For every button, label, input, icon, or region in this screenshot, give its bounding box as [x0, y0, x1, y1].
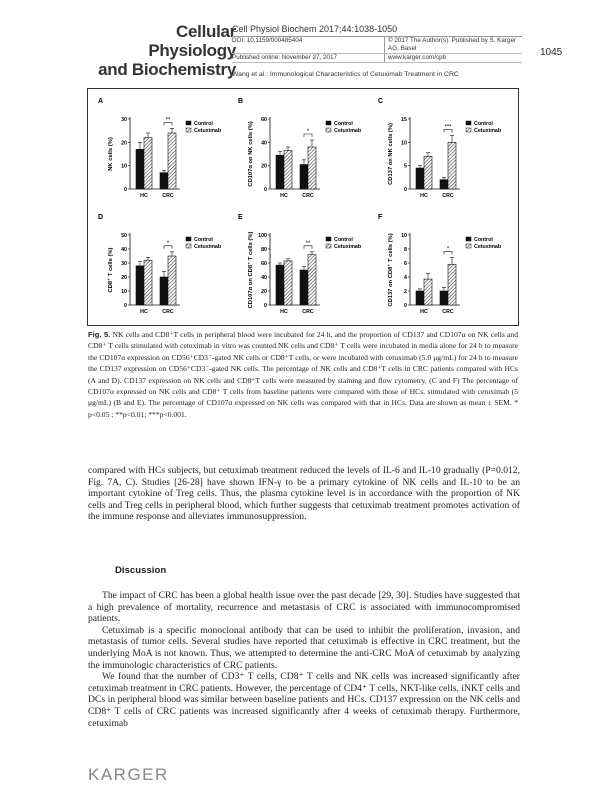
- x-tick-label: CRC: [302, 193, 314, 199]
- panel-label: D: [98, 214, 104, 221]
- y-tick-label: 0: [264, 303, 267, 309]
- x-tick-label: CRC: [302, 309, 314, 315]
- y-tick-label: 20: [261, 163, 267, 170]
- y-tick-label: 15: [401, 117, 407, 123]
- copyright: © 2017 The Author(s). Published by S. Karger AG, Basel: [384, 37, 522, 53]
- bar: [440, 291, 448, 305]
- doi: DOI: 10.1159/000485404: [232, 37, 303, 44]
- bar: [168, 133, 176, 189]
- running-title: Wang et al.: Immunological Characteristics of Cetuximab Treatment in CRC: [232, 71, 459, 78]
- y-tick-label: 100: [258, 233, 267, 239]
- paragraph-discussion-3: We found that the number of CD3⁺ T cells, CD8⁺ T cells and NK cells was increased significantly after cetuximab treatment in CRC patients. However, the percentage of CD4⁺ T cells, NKT-like cells, iNKT cells and DCs in peripheral blood was similar between baseline patients and HCs. CD137 expression on the NK cells and CD8⁺ T cells of CRC patients was increased significantly after 4 weeks of cetuximab therapy. Furthermore, cetuximab: [88, 671, 520, 729]
- bar: [416, 291, 424, 305]
- legend-label-cetuximab: Cetuximab: [474, 128, 502, 134]
- significance-label: **: [305, 240, 311, 247]
- bar: [440, 180, 448, 189]
- panel-D: [98, 214, 222, 315]
- panel-C: [378, 98, 502, 199]
- legend-label-control: Control: [474, 121, 493, 127]
- y-tick-label: 4: [404, 275, 407, 281]
- legend-label-control: Control: [194, 237, 213, 243]
- significance-label: *: [166, 240, 170, 247]
- legend-label-control: Control: [334, 237, 353, 243]
- bar: [276, 155, 284, 189]
- y-tick-label: 20: [261, 289, 267, 295]
- significance-label: *: [446, 246, 450, 253]
- significance-label: *: [306, 129, 310, 135]
- legend-swatch-control: [186, 121, 191, 125]
- y-tick-label: 20: [121, 140, 127, 147]
- legend-swatch-control: [186, 237, 191, 241]
- bar: [424, 279, 432, 305]
- panel-A: [98, 98, 222, 199]
- bar: [308, 147, 316, 189]
- bar: [160, 173, 168, 189]
- bar: [284, 151, 292, 190]
- legend-label-cetuximab: Cetuximab: [334, 128, 362, 134]
- legend-swatch-cetuximab: [186, 128, 191, 132]
- y-axis-label: CD137 on NK cells (%): [388, 123, 394, 185]
- legend-label-control: Control: [334, 121, 353, 127]
- panel-label: B: [238, 98, 244, 105]
- discussion-body: [88, 590, 520, 729]
- legend-swatch-control: [466, 121, 471, 125]
- legend-swatch-cetuximab: [466, 244, 471, 248]
- panel-label: F: [378, 214, 383, 221]
- bar: [416, 168, 424, 189]
- bar: [144, 260, 152, 305]
- body-paragraph-1: [88, 465, 520, 523]
- y-axis-label: NK cells (%): [108, 137, 114, 171]
- citation: Cell Physiol Biochem 2017;44:1038-1050: [232, 24, 522, 37]
- y-tick-label: 0: [264, 187, 267, 193]
- journal-url: www.karger.com/cpb: [384, 54, 522, 62]
- bar: [160, 277, 168, 305]
- y-tick-label: 10: [401, 233, 407, 239]
- panel-F: [378, 214, 502, 315]
- y-tick-label: 0: [124, 303, 127, 309]
- y-tick-label: 40: [121, 247, 127, 253]
- y-axis-label: CD107α on NK cells (%): [248, 121, 254, 187]
- x-tick-label: HC: [280, 193, 288, 199]
- bar: [144, 138, 152, 189]
- y-axis-label: CD8⁺ T cells (%): [108, 247, 114, 293]
- publisher-logo: KARGER: [88, 765, 169, 784]
- x-tick-label: HC: [280, 309, 288, 315]
- y-tick-label: 60: [261, 261, 267, 267]
- bar: [168, 256, 176, 305]
- section-title-discussion: Discussion: [115, 565, 167, 576]
- panel-E: [238, 214, 362, 315]
- significance-label: ***: [444, 124, 452, 131]
- published-date: Published online: November 27, 2017: [232, 54, 338, 61]
- y-tick-label: 30: [121, 117, 127, 123]
- y-tick-label: 40: [261, 140, 267, 147]
- caption-label: Fig. 5.: [88, 330, 111, 339]
- legend-swatch-cetuximab: [466, 128, 471, 132]
- bar: [136, 266, 144, 305]
- y-tick-label: 50: [121, 233, 127, 239]
- y-tick-label: 10: [401, 140, 407, 147]
- x-tick-label: CRC: [162, 193, 174, 199]
- x-tick-label: CRC: [442, 309, 454, 315]
- y-tick-label: 10: [121, 289, 127, 295]
- significance-label: **: [165, 117, 171, 124]
- header-meta: [232, 24, 522, 78]
- caption-text: NK cells and CD8⁺T cells in peripheral blood were incubated for 24 h, and the proportion of CD137 and CD107α on NK cells and CD8⁺ T cells stimulated with cetuximab in vitro was counted.NK cells and CD8⁺ T cells were incubated in media alone for 24 h to measure the CD107α expression on CD56⁺CD3⁻-gated NK cells or CD8⁺T cells, or were incubated with cetuximab (5.0 μg/mL) for 24 h to measure the CD137 expression on CD56⁺CD3⁻-gated NK cells. The percentage of NK cells and CD8⁺T cells in CRC patients compared with HCs (A and D). CD137 expression on NK cells and CD8⁺T cells were measured by staining and flow cytometry. (C and F) The percentage of CD107α expressed on NK cells and CD8⁺ T cells from baseline patients were compared with those of HCs, stimulated with cetuximab (5 μg/mL) (B and E). The percentage of CD107α expressed on NK cells was compared with that in HCs. Data are shown as mean ± SEM. * p<0.05 ; **p<0.01; ***p<0.001.: [88, 330, 518, 419]
- x-tick-label: HC: [420, 309, 428, 315]
- y-tick-label: 5: [404, 163, 407, 170]
- journal-title-line1: Cellular Physiology: [148, 22, 236, 60]
- legend-label-cetuximab: Cetuximab: [194, 244, 222, 250]
- y-tick-label: 30: [121, 261, 127, 267]
- y-tick-label: 2: [404, 289, 407, 295]
- y-tick-label: 60: [261, 117, 267, 123]
- paragraph-discussion-2: Cetuximab is a specific monoclonal antibody that can be used to inhibit the proliferation, invasion, and metastasis of tumor cells. Several studies have reported that cetuximab is effective in CRC treatment, but the underlying MoA is not known. Thus, we attempted to determine the anti-CRC MoA of cetuximab by analyzing the immunologic characteristics of CRC patients.: [88, 624, 520, 671]
- legend-label-cetuximab: Cetuximab: [474, 244, 502, 250]
- bar: [276, 265, 284, 305]
- x-tick-label: HC: [140, 309, 148, 315]
- panel-label: C: [378, 98, 384, 105]
- y-tick-label: 0: [404, 303, 407, 309]
- bar: [136, 149, 144, 189]
- paragraph-results: compared with HCs subjects, but cetuximab treatment reduced the levels of IL-6 and IL-10 gradually (P=0.012, Fig. 7A, C). Studies [26-28] have shown IFN-γ to be a primary cytokine of NK cells and IL-10 to be an important cytokine of Treg cells. Thus, the plasma cytokine level is in accordance with the proportion of NK cells and Treg cells in peripheral blood, which further suggests that cetuximab treatment promotes activation of the immune response and alleviates immunosuppression.: [88, 465, 520, 523]
- y-tick-label: 8: [404, 247, 407, 253]
- figure-5-panels: [88, 89, 518, 325]
- bar: [300, 165, 308, 190]
- panel-label: A: [98, 98, 104, 105]
- bar: [300, 270, 308, 305]
- y-tick-label: 0: [124, 187, 127, 193]
- legend-swatch-cetuximab: [326, 244, 331, 248]
- y-tick-label: 20: [121, 275, 127, 281]
- y-tick-label: 6: [404, 261, 407, 267]
- legend-swatch-control: [326, 237, 331, 241]
- y-tick-label: 40: [261, 275, 267, 281]
- y-tick-label: 10: [121, 163, 127, 170]
- bar: [308, 255, 316, 305]
- legend-label-control: Control: [194, 121, 213, 127]
- y-axis-label: CD137 on CD8⁺ T cells (%): [388, 233, 394, 307]
- y-axis-label: CD107α on CD8⁺ T cells (%): [248, 231, 254, 309]
- journal-title-line2: and Biochemistry: [98, 60, 236, 79]
- y-tick-label: 80: [261, 247, 267, 253]
- journal-title: [86, 22, 236, 79]
- x-tick-label: CRC: [442, 193, 454, 199]
- x-tick-label: HC: [420, 193, 428, 199]
- legend-label-cetuximab: Cetuximab: [334, 244, 362, 250]
- paragraph-discussion-1: The impact of CRC has been a global health issue over the past decade [29, 30]. Studies have suggested that a high prevalence of mortality, recurrence and metastasis of CRC is associated with immunocompromised patients.: [88, 590, 520, 625]
- legend-swatch-control: [466, 237, 471, 241]
- panel-B: [238, 98, 362, 199]
- legend-swatch-control: [326, 121, 331, 125]
- legend-swatch-cetuximab: [326, 128, 331, 132]
- bar: [284, 261, 292, 305]
- y-tick-label: 0: [404, 187, 407, 193]
- bar: [424, 156, 432, 189]
- page-number: 1045: [540, 47, 563, 58]
- panel-label: E: [238, 214, 243, 221]
- x-tick-label: HC: [140, 193, 148, 199]
- x-tick-label: CRC: [162, 309, 174, 315]
- bar: [448, 142, 456, 189]
- legend-swatch-cetuximab: [186, 244, 191, 248]
- legend-label-control: Control: [474, 237, 493, 243]
- legend-label-cetuximab: Cetuximab: [194, 128, 222, 134]
- figure-5: [87, 88, 519, 326]
- bar: [448, 264, 456, 305]
- figure-caption: [88, 329, 518, 420]
